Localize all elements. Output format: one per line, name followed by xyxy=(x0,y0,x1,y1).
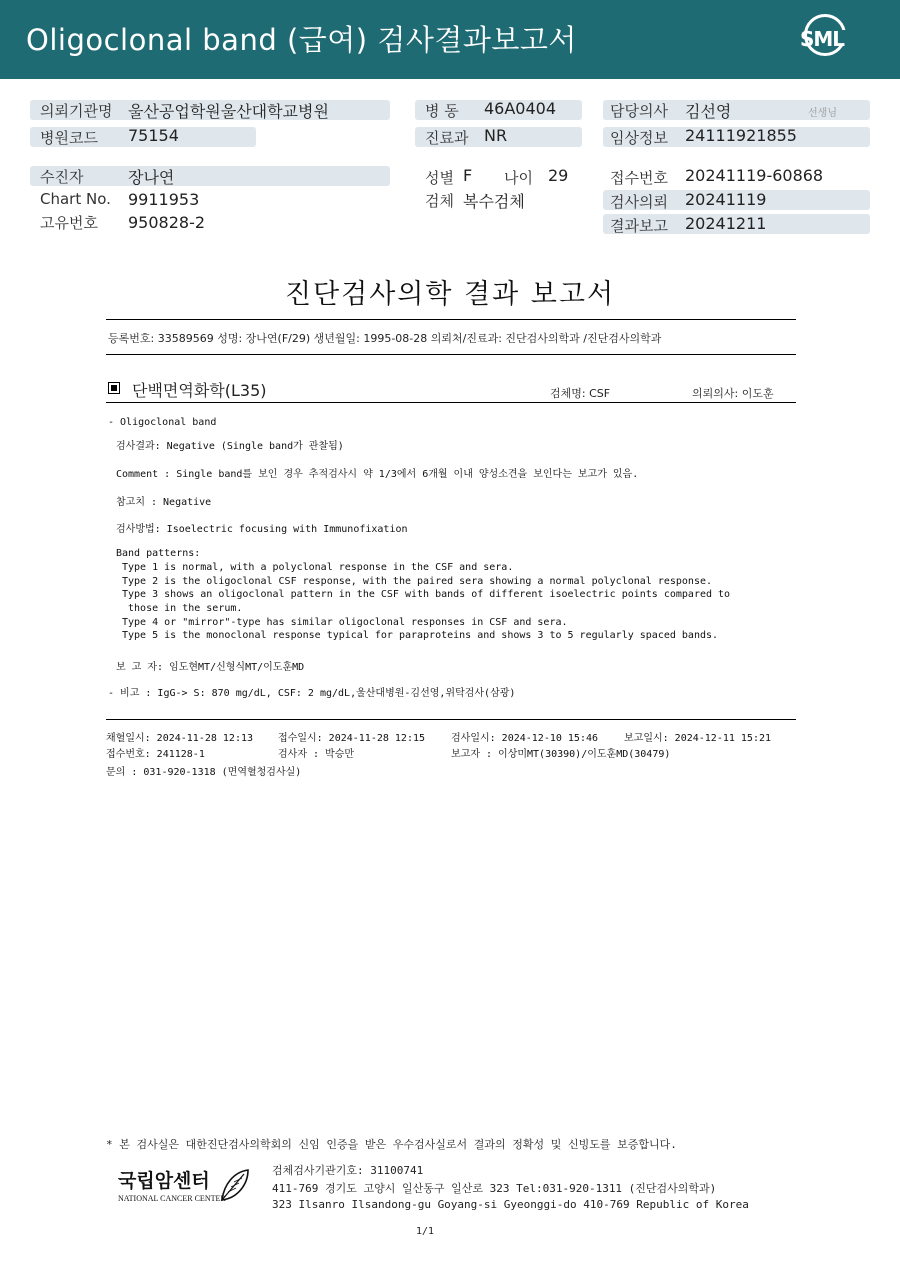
clinical-label: 임상정보 xyxy=(610,129,668,147)
receipt-label: 접수번호 xyxy=(610,169,668,187)
unique-label: 고유번호 xyxy=(40,214,98,232)
hospital-code-label: 병원코드 xyxy=(40,129,98,147)
receipt-value: 20241119-60868 xyxy=(685,166,824,185)
center-name-ko: 국립암센터 xyxy=(118,1170,210,1192)
tester: 검사자 : 박승만 xyxy=(278,749,355,760)
age-label: 나이 xyxy=(504,169,533,187)
request-value: 20241119 xyxy=(685,190,767,209)
band-pattern-line: Type 3 shows an oligoclonal pattern in the CSF with bands of different isoelectric points compared to xyxy=(122,589,731,600)
specimen-label: 검체 xyxy=(425,192,454,210)
requesting-doctor: 의뢰의사: 이도훈 xyxy=(692,387,774,400)
received-time: 접수일시: 2024-11-28 12:15 xyxy=(278,733,426,744)
clinical-value: 24111921855 xyxy=(685,126,797,145)
hospital-code-value: 75154 xyxy=(128,126,179,145)
age-value: 29 xyxy=(548,166,569,185)
band-pattern-line: Type 1 is normal, with a polyclonal response in the CSF and sera. xyxy=(122,562,514,573)
unique-value: 950828-2 xyxy=(128,213,206,232)
contact: 문의 : 031-920-1318 (면역혈청검사실) xyxy=(106,767,302,778)
band-pattern-line: Type 5 is the monoclonal response typical for paraproteins and shows 3 to 5 regularly spaced bands. xyxy=(122,630,719,641)
divider-top xyxy=(106,319,796,320)
dept-value: NR xyxy=(484,126,508,145)
address-ko: 411-769 경기도 고양시 일산동구 일산로 323 Tel:031-920-1311 (진단검사의학과) xyxy=(272,1182,717,1195)
test-result: 검사결과: Negative (Single band가 관찰됨) xyxy=(116,441,344,452)
section-square-icon xyxy=(108,382,120,394)
ward-label: 병 동 xyxy=(425,102,459,120)
examinee-value: 장나연 xyxy=(128,168,175,187)
registration-line: 등록번호: 33589569 성명: 장나연(F/29) 생년월일: 1995-08-28 의뢰처/진료과: 진단검사의학과 /진단검사의학과 xyxy=(108,332,662,345)
center-name-en: NATIONAL CANCER CENTER xyxy=(118,1194,226,1203)
doctor-value: 김선영 xyxy=(685,102,732,121)
band-pattern-line: Type 2 is the oligoclonal CSF response, with the paired sera showing a normal polyclonal response. xyxy=(122,576,713,587)
reported-time: 보고일시: 2024-12-11 15:21 xyxy=(624,733,772,744)
institution-value: 울산공업학원울산대학교병원 xyxy=(128,102,329,121)
receipt-number: 접수번호: 241128-1 xyxy=(106,749,205,760)
reporter: 보고자 : 이상미MT(30390)/이도훈MD(30479) xyxy=(451,749,671,760)
test-comment: Comment : Single band를 보인 경우 추적검사시 약 1/3에서 6개월 이내 양성소견을 보인다는 보고가 있음. xyxy=(116,469,639,480)
leaf-logo-icon xyxy=(218,1166,252,1204)
sex-value: F xyxy=(463,166,473,185)
divider-section xyxy=(106,402,796,403)
report-header xyxy=(0,0,900,79)
examinee-bar xyxy=(30,166,390,186)
chart-value: 9911953 xyxy=(128,190,200,209)
doctor-label: 담당의사 xyxy=(610,102,668,120)
divider-footer-info xyxy=(106,719,796,720)
band-pattern-line: Type 4 or "mirror"-type has similar oligoclonal responses in CSF and sera. xyxy=(122,617,568,628)
doctor-suffix: 선생님 xyxy=(808,108,837,119)
sml-logo xyxy=(798,14,854,64)
divider-registration xyxy=(106,354,796,355)
page-number: 1/1 xyxy=(415,1226,435,1237)
tested-time: 검사일시: 2024-12-10 15:46 xyxy=(451,733,599,744)
dept-label: 진료과 xyxy=(425,129,469,147)
report-date-label: 결과보고 xyxy=(610,217,668,235)
sex-label: 성별 xyxy=(425,169,454,187)
test-method: 검사방법: Isoelectric focusing with Immunofixation xyxy=(116,524,408,535)
section-title: 단백면역화학(L35) xyxy=(132,381,267,400)
report-header-title: Oligoclonal band (급여) 검사결과보고서 xyxy=(26,23,577,57)
chart-label: Chart No. xyxy=(40,190,111,208)
report-title: 진단검사의학 결과 보고서 xyxy=(284,279,616,310)
remark: - 비고 : IgG-> S: 870 mg/dL, CSF: 2 mg/dL,울산대병원-김선영,위탁검사(삼광) xyxy=(108,688,516,699)
certification-note: * 본 검사실은 대한진단검사의학회의 신임 인증을 받은 우수검사실로서 결과의 정확성 및 신빙도를 보증합니다. xyxy=(106,1138,677,1151)
specimen-value: 복수검체 xyxy=(463,192,525,211)
band-pattern-line: those in the serum. xyxy=(122,603,243,614)
test-name: - Oligoclonal band xyxy=(108,417,217,428)
institution-code: 검체검사기관기호: 31100741 xyxy=(272,1164,424,1177)
logo-text: SML xyxy=(800,27,845,51)
reference-value: 참고치 : Negative xyxy=(116,497,212,508)
address-en: 323 Ilsanro Ilsandong-gu Goyang-si Gyeonggi-do 410-769 Republic of Korea xyxy=(272,1198,749,1211)
specimen-name: 검체명: CSF xyxy=(550,387,611,400)
collected-time: 채혈일시: 2024-11-28 12:13 xyxy=(106,733,254,744)
band-patterns-header: Band patterns: xyxy=(116,548,201,559)
request-label: 검사의뢰 xyxy=(610,193,668,211)
ward-value: 46A0404 xyxy=(484,99,557,118)
institution-label: 의뢰기관명 xyxy=(40,102,113,120)
reporters: 보 고 자: 임도현MT/신형식MT/이도훈MD xyxy=(116,662,305,673)
examinee-label: 수진자 xyxy=(40,168,84,186)
report-date-value: 20241211 xyxy=(685,214,767,233)
